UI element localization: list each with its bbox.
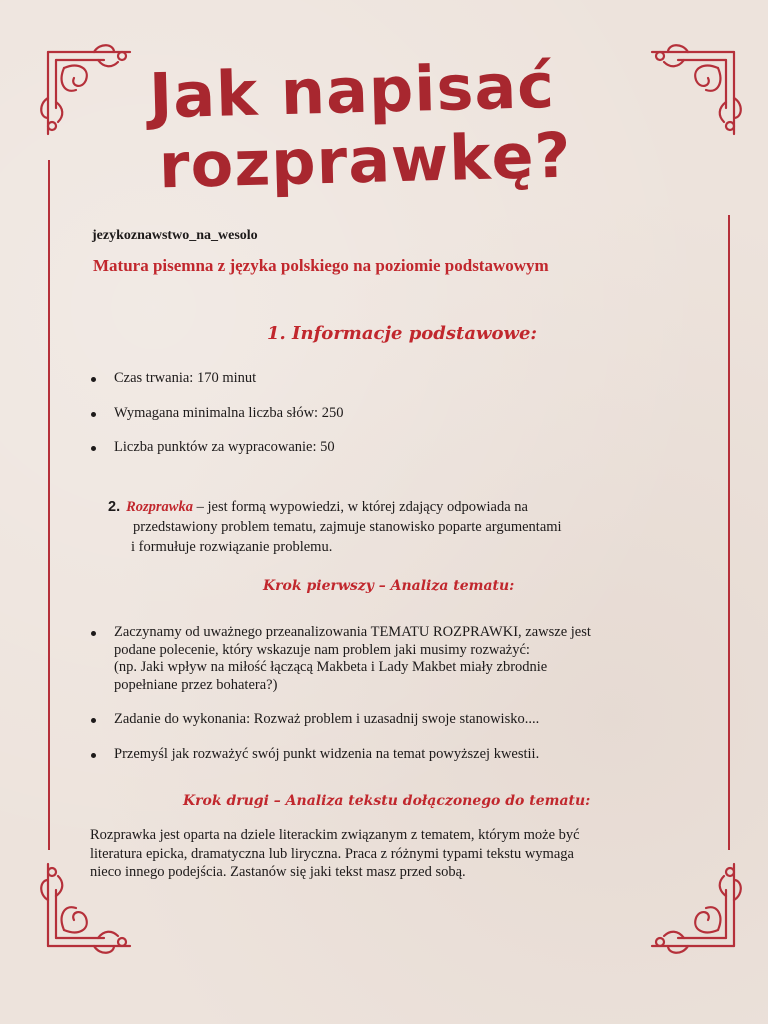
paragraph-line: nieco innego podejścia. Zastanów się jaki tekst masz przed sobą. [90,864,466,880]
list-item-line: popełniane przez bohatera?) [114,676,278,693]
list-item [90,746,690,764]
step1-list [90,624,690,780]
definition-line-3: i formułuje rozwiązanie problemu. [131,539,333,555]
section-heading-step1: Krok pierwszy – Analiza tematu: [263,578,515,594]
list-item [90,711,690,729]
list-item-line: podane polecenie, który wskazuje nam problem jaki musimy rozważyć: [114,641,530,658]
step2-paragraph [90,826,680,882]
title-line-1: Jak napisać [148,48,556,133]
definition-term: Rozprawka [126,499,193,515]
flourish-corner-icon [34,38,144,148]
author-handle: jezykoznawstwo_na_wesolo [92,228,258,243]
list-item-line: Przemyśl jak rozważyć swój punkt widzenia na temat powyższej kwestii. [114,745,540,762]
list-item-line: (np. Jaki wpływ na miłość łączącą Makbeta i Lady Makbet miały zbrodnie [114,659,548,675]
definition-paragraph [108,497,668,557]
definition-line-1: – jest formą wypowiedzi, w której zdający odpowiada na [192,499,528,515]
list-item: Liczba punktów za wypracowanie: 50 [90,439,650,457]
subtitle: Matura pisemna z języka polskiego na poziomie podstawowym [93,256,549,275]
page-title [148,48,651,201]
section-heading-basics: 1. Informacje podstawowe: [267,323,538,344]
list-item-line: Zaczynamy od uważnego przeanalizowania TEMATU ROZPRAWKI, zawsze jest [114,624,591,640]
title-line-2: rozprawkę? [158,118,573,203]
flourish-corner-icon [638,38,748,148]
list-item: Czas trwania: 170 minut [90,370,650,388]
paragraph-line: literatura epicka, dramatyczna lub liryczna. Praca z różnymi typami tekstu wymaga [90,845,574,862]
paragraph-line: Rozprawka jest oparta na dziele literackim związanym z tematem, którym może być [90,827,580,843]
definition-line-2: przedstawiony problem tematu, zajmuje stanowisko poparte argumentami [133,519,562,535]
basics-list [90,370,650,474]
list-item [90,624,690,694]
list-item: Wymagana minimalna liczba słów: 250 [90,405,650,423]
border-line-right [728,215,730,850]
list-item-line: Zadanie do wykonania: Rozważ problem i uzasadnij swoje stanowisko.... [114,711,540,727]
section-heading-step2: Krok drugi – Analiza tekstu dołączonego do tematu: [183,793,591,809]
section-number: 2. [108,499,121,515]
border-line-left [48,160,50,850]
